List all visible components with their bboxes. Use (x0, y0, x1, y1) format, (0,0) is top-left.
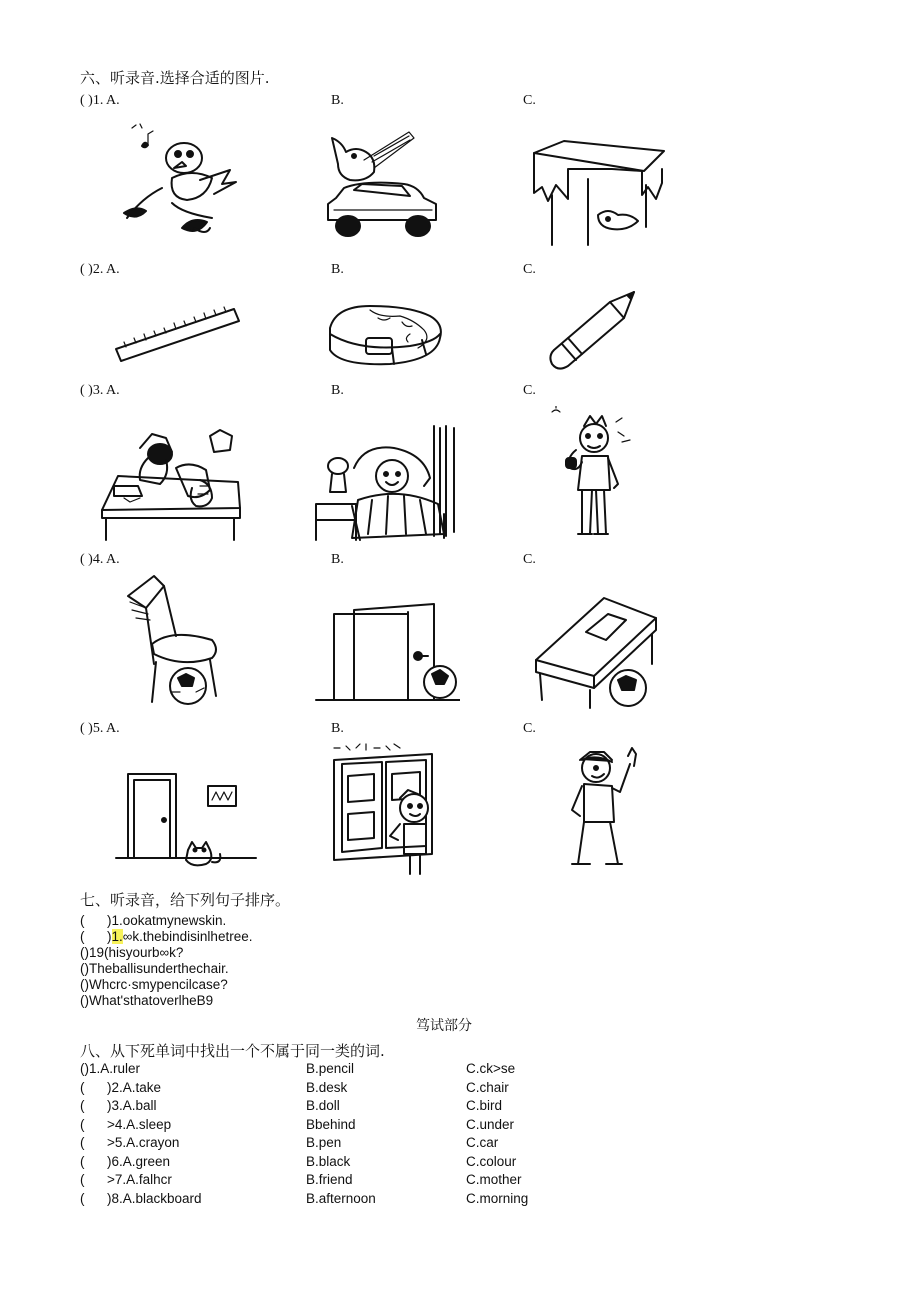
question-5-option-b[interactable]: B. (331, 721, 344, 736)
word-row-4-a[interactable]: ( >4.A.sleep (80, 1117, 172, 1132)
pencil-icon (546, 288, 640, 372)
word-row-5-a[interactable]: ( >5.A.crayon (80, 1135, 180, 1150)
question-1-option-c[interactable]: C. (523, 93, 536, 108)
sentence-4-text: ()Theballisunderthechair. (80, 961, 229, 976)
word-row-7-a[interactable]: ( >7.A.falhcr (80, 1172, 172, 1187)
question-2-label[interactable]: ( )2. A. (80, 262, 120, 277)
sentence-2-text: ∞k.thebindisinlhetree. (122, 929, 253, 944)
section-8-title: 八、从下死单词中找出一个不属于同一类的词. (80, 1042, 385, 1060)
section-7-title: 七、听录音，给下列句子排序。 (80, 891, 291, 909)
word-row-8-a[interactable]: ( )8.A.blackboard (80, 1191, 202, 1206)
ball-behind-door-icon (314, 600, 460, 704)
question-2-option-b[interactable]: B. (331, 262, 344, 277)
word-row-3-b[interactable]: B.doll (306, 1098, 340, 1113)
written-part-title: 笃试部分 (416, 1018, 472, 1034)
sentence-6-text: ()What'sthatoverlheB9 (80, 993, 214, 1008)
sentence-6[interactable] (80, 993, 213, 1008)
sentence-2-highlight: 1. (111, 929, 123, 944)
schoolbag-icon (322, 300, 446, 368)
ball-under-desk-icon (530, 594, 660, 712)
word-row-8-b[interactable]: B.afternoon (306, 1191, 376, 1206)
word-row-3-a[interactable]: ( )3.A.ball (80, 1098, 157, 1113)
bird-on-branch-icon (112, 118, 242, 246)
sentence-4[interactable] (80, 961, 229, 976)
question-2-option-c[interactable]: C. (523, 262, 536, 277)
question-4-option-c[interactable]: C. (523, 552, 536, 567)
question-3-option-b[interactable]: B. (331, 383, 344, 398)
word-row-4-c[interactable]: C.under (466, 1117, 515, 1132)
cat-by-door-icon (112, 764, 258, 872)
question-4-label[interactable]: ( )4. A. (80, 552, 120, 567)
sentence-3[interactable] (80, 945, 183, 960)
section-6-title: 六、听录音.选择合适的图片. (80, 69, 270, 87)
word-row-6-b[interactable]: B.black (306, 1154, 351, 1169)
word-row-7-b[interactable]: B.friend (306, 1172, 353, 1187)
question-5-label[interactable]: ( )5. A. (80, 721, 120, 736)
question-4-option-b[interactable]: B. (331, 552, 344, 567)
word-row-1-b[interactable]: B.pencil (306, 1061, 355, 1076)
word-row-1-c[interactable]: C.ck>se (466, 1061, 516, 1076)
boy-in-bed-icon (314, 424, 460, 542)
word-row-6-a[interactable]: ( )6.A.green (80, 1154, 171, 1169)
word-row-2-a[interactable]: ( )2.A.take (80, 1080, 162, 1095)
sentence-5[interactable] (80, 977, 228, 992)
word-row-2-c[interactable]: C.chair (466, 1080, 509, 1095)
question-1-label[interactable]: ( )1. A. (80, 93, 120, 108)
boy-at-window-icon (330, 742, 442, 876)
sentence-5-text: ()Whcrc·smypencilcase? (80, 977, 228, 992)
ball-under-chair-icon (122, 574, 222, 710)
bird-under-table-icon (528, 135, 668, 247)
question-5-option-c[interactable]: C. (523, 721, 536, 736)
word-row-7-c[interactable]: C.mother (466, 1172, 522, 1187)
sentence-2[interactable] (80, 929, 252, 944)
sentence-2-bracket: ( ) (80, 929, 112, 944)
question-3-label[interactable]: ( )3. A. (80, 383, 120, 398)
word-row-5-b[interactable]: B.pen (306, 1135, 342, 1150)
word-row-3-c[interactable]: C.bird (466, 1098, 503, 1113)
boy-standing-icon (548, 406, 640, 540)
word-row-6-c[interactable]: C.colour (466, 1154, 517, 1169)
ruler-icon (112, 305, 242, 367)
bird-on-car-icon (324, 130, 444, 244)
word-row-1-a[interactable]: ()1.A.ruler (80, 1061, 141, 1076)
sentence-1[interactable] (80, 913, 226, 928)
word-row-2-b[interactable]: B.desk (306, 1080, 348, 1095)
question-3-option-c[interactable]: C. (523, 383, 536, 398)
word-row-4-b[interactable]: Bbehind (306, 1117, 356, 1132)
boy-at-desk-icon (100, 428, 242, 542)
sentence-3-text: ()19(hisyourb∞k? (80, 945, 184, 960)
word-row-8-c[interactable]: C.morning (466, 1191, 529, 1206)
boy-pointing-icon (566, 746, 644, 874)
word-row-5-c[interactable]: C.car (466, 1135, 499, 1150)
sentence-1-text: ( )1.ookatmynewskin. (80, 913, 227, 928)
question-1-option-b[interactable]: B. (331, 93, 344, 108)
